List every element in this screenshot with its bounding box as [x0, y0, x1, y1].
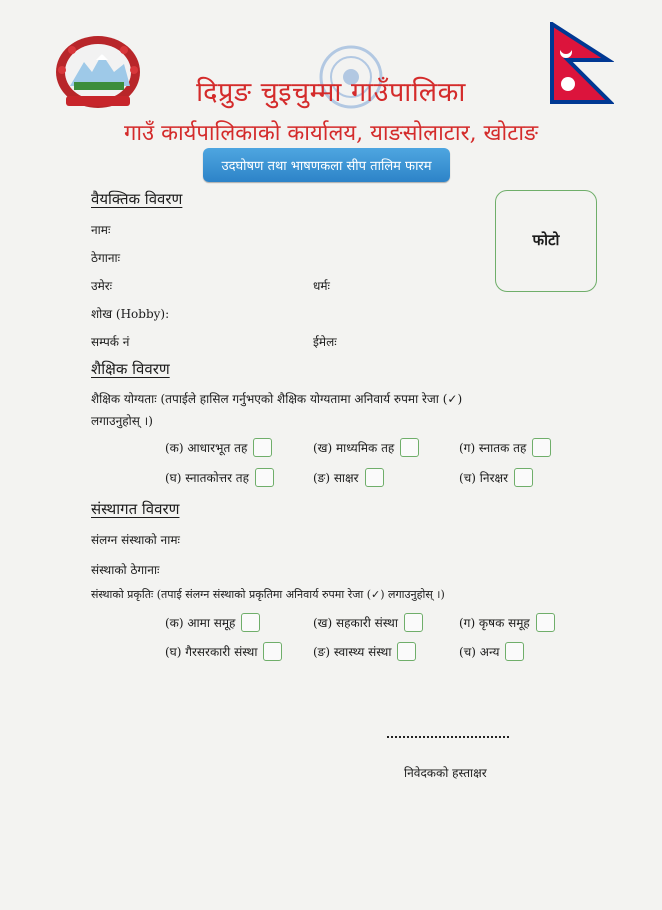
org-option-mothers-group [165, 613, 260, 632]
checkbox[interactable] [263, 642, 282, 661]
org-name-field-label: संलग्न संस्थाको नामः [91, 533, 180, 547]
org-option-ngo [165, 642, 282, 661]
org-option-other [459, 642, 524, 661]
checkbox[interactable] [536, 613, 555, 632]
contact-field-label: सम्पर्क नं [91, 335, 130, 349]
checkbox[interactable] [365, 468, 384, 487]
checkbox[interactable] [253, 438, 272, 457]
checkbox[interactable] [514, 468, 533, 487]
option-label: (च) अन्य [459, 645, 500, 659]
email-field-label: ईमेलः [313, 335, 337, 349]
org-option-health [313, 642, 416, 661]
org-option-farmers-group [459, 613, 555, 632]
checkbox[interactable] [400, 438, 419, 457]
org-type-instruction: संस्थाको प्रकृतिः (तपाई संलग्न संस्थाको प्रकृतिमा अनिवार्य रुपमा रेजा (✓) लगाउनुहोस् ।) [91, 588, 445, 601]
option-label: (क) आमा समूह [165, 616, 236, 630]
edu-option-bachelor [459, 438, 551, 457]
option-label: (ङ) साक्षर [313, 471, 359, 485]
option-label: (ग) स्नातक तह [459, 441, 527, 455]
checkbox[interactable] [505, 642, 524, 661]
edu-option-illiterate [459, 468, 533, 487]
option-label: (च) निरक्षर [459, 471, 508, 485]
hobby-field-label: शोख (Hobby): [91, 307, 170, 321]
option-label: (घ) गैरसरकारी संस्था [165, 645, 258, 659]
office-title: गाउँ कार्यपालिकाको कार्यालय, याङसोलाटार, खोटाङ [123, 121, 539, 146]
photo-label: फोटो [532, 231, 560, 249]
option-label: (ग) कृषक समूह [459, 616, 530, 630]
personal-details-heading: वैयक्तिक विवरण [91, 190, 183, 208]
education-heading: शैक्षिक विवरण [91, 360, 170, 378]
org-address-field-label: संस्थाको ठेगानाः [91, 563, 160, 577]
edu-option-master [165, 468, 274, 487]
option-label: (ख) सहकारी संस्था [313, 616, 398, 630]
edu-option-literate [313, 468, 384, 487]
signature-label: निवेदकको हस्ताक्षर [404, 766, 487, 780]
organization-heading: संस्थागत विवरण [91, 500, 180, 518]
checkbox[interactable] [397, 642, 416, 661]
education-instruction: शैक्षिक योग्यताः (तपाईले हासिल गर्नुभएको शैक्षिक योग्यतामा अनिवार्य रुपमा रेजा (✓) लगाउनुहोस् ।) [91, 392, 463, 428]
municipality-title: दिप्रुङ चुइचुम्मा गाउँपालिका [196, 77, 466, 108]
name-field-label: नामः [91, 223, 111, 237]
option-label: (ख) माध्यमिक तह [313, 441, 395, 455]
edu-option-secondary [313, 438, 419, 457]
address-field-label: ठेगानाः [91, 251, 121, 265]
age-field-label: उमेरः [91, 279, 113, 293]
edu-option-basic [165, 438, 272, 457]
form-title-banner: उदघोषण तथा भाषणकला सीप तालिम फारम [203, 148, 450, 182]
option-label: (घ) स्नातकोत्तर तह [165, 471, 250, 485]
option-label: (ङ) स्वास्थ्य संस्था [313, 645, 392, 659]
org-option-cooperative [313, 613, 423, 632]
option-label: (क) आधारभूत तह [165, 441, 248, 455]
checkbox[interactable] [532, 438, 551, 457]
signature-line[interactable] [387, 736, 509, 738]
checkbox[interactable] [255, 468, 274, 487]
checkbox[interactable] [241, 613, 260, 632]
checkbox[interactable] [404, 613, 423, 632]
religion-field-label: धर्मः [313, 279, 330, 293]
